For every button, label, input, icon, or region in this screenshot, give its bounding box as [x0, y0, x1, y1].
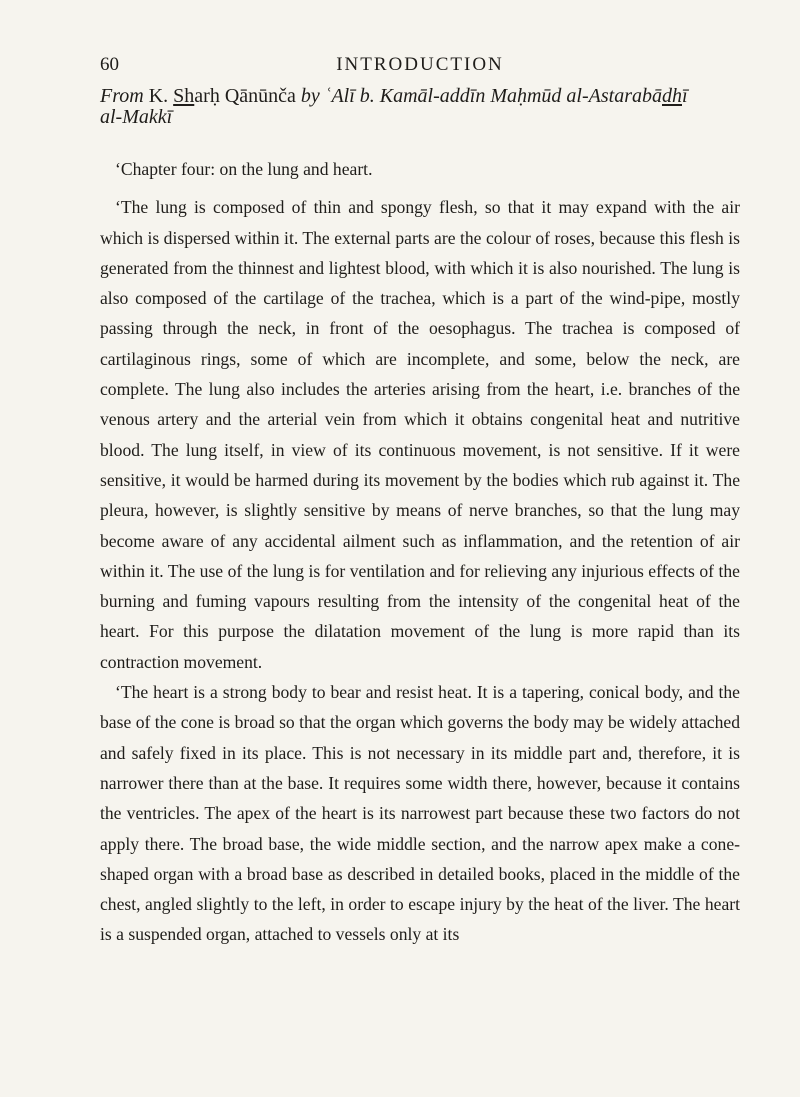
page-number: 60 — [100, 54, 119, 75]
heading-work-title — [173, 85, 296, 107]
heading-dh-digraph: dh — [662, 85, 682, 107]
heading-qanunca: Qānūnča — [224, 85, 296, 107]
paragraph-lung: ‘The lung is composed of thin and spongy flesh, so that it may expand with the air which is dispersed within it. The external parts are the colour of roses, because this flesh is generated from the thinnest and lightest blood, with which it is also nourished. The lung is also composed of the cartilage of the trachea, which is a part of the wind-pipe, mostly passing through the neck, in front of the oesophagus. The trachea is composed of cartilaginous rings, some of which are incomplete, and some, below the neck, are complete. The lung also includes the arteries arising from the heart, i.e. branches of the venous artery and the arterial vein from which it obtains congenital heat and nutritive blood. The lung itself, in view of its continuous movement, is not sensitive. If it were sensitive, it would be harmed during its movement by the bodies which rub against it. The pleura, however, is slightly sensitive by means of nerve branches, so that the lung may become aware of any accidental ailment such as inflammation, and the retention of air within it. The use of the lung is for ventilation and for relieving any injurious effects of the burning and fuming vapours resulting from the intensity of the congenital heat of the heart. For this purpose the dilatation movement of the lung is more rapid than its contraction movement. — [100, 197, 740, 672]
heading-k: K. — [148, 85, 169, 107]
heading-sh-digraph: Sh — [173, 85, 195, 107]
heading-author-end: ī — [682, 85, 688, 107]
heading-author-line2: al-Makkī — [100, 106, 173, 128]
paragraph-chapter-title: ‘Chapter four: on the lung and heart. — [115, 159, 373, 179]
heading-author-name: by ʿAlī b. Kamāl-addīn Maḥmūd al-Astarabā — [300, 85, 662, 107]
heading-from: From — [100, 85, 144, 107]
running-header — [100, 54, 740, 84]
page-content — [100, 54, 740, 950]
source-heading — [100, 86, 740, 128]
paragraph-heart: ‘The heart is a strong body to bear and resist heat. It is a tapering, conical body, and the base of the cone is broad so that the organ which governs the body may be widely attached and safely fixed in its place. This is not necessary in its middle part and, therefore, it is narrower there than at the base. It requires some width there, however, because it contains the ventricles. The apex of the heart is its narrowest part because these two factors do not apply there. The broad base, the wide middle section, and the narrow apex make a cone-shaped organ with a broad base as described in detailed books, placed in the middle of the chest, angled slightly to the left, in order to escape injury by the heat of the liver. The heart is a suspended organ, attached to vessels only at its — [100, 682, 740, 945]
running-title: INTRODUCTION — [336, 54, 504, 75]
heading-author — [301, 85, 688, 107]
heading-sharh-rest: arḥ — [194, 85, 220, 107]
